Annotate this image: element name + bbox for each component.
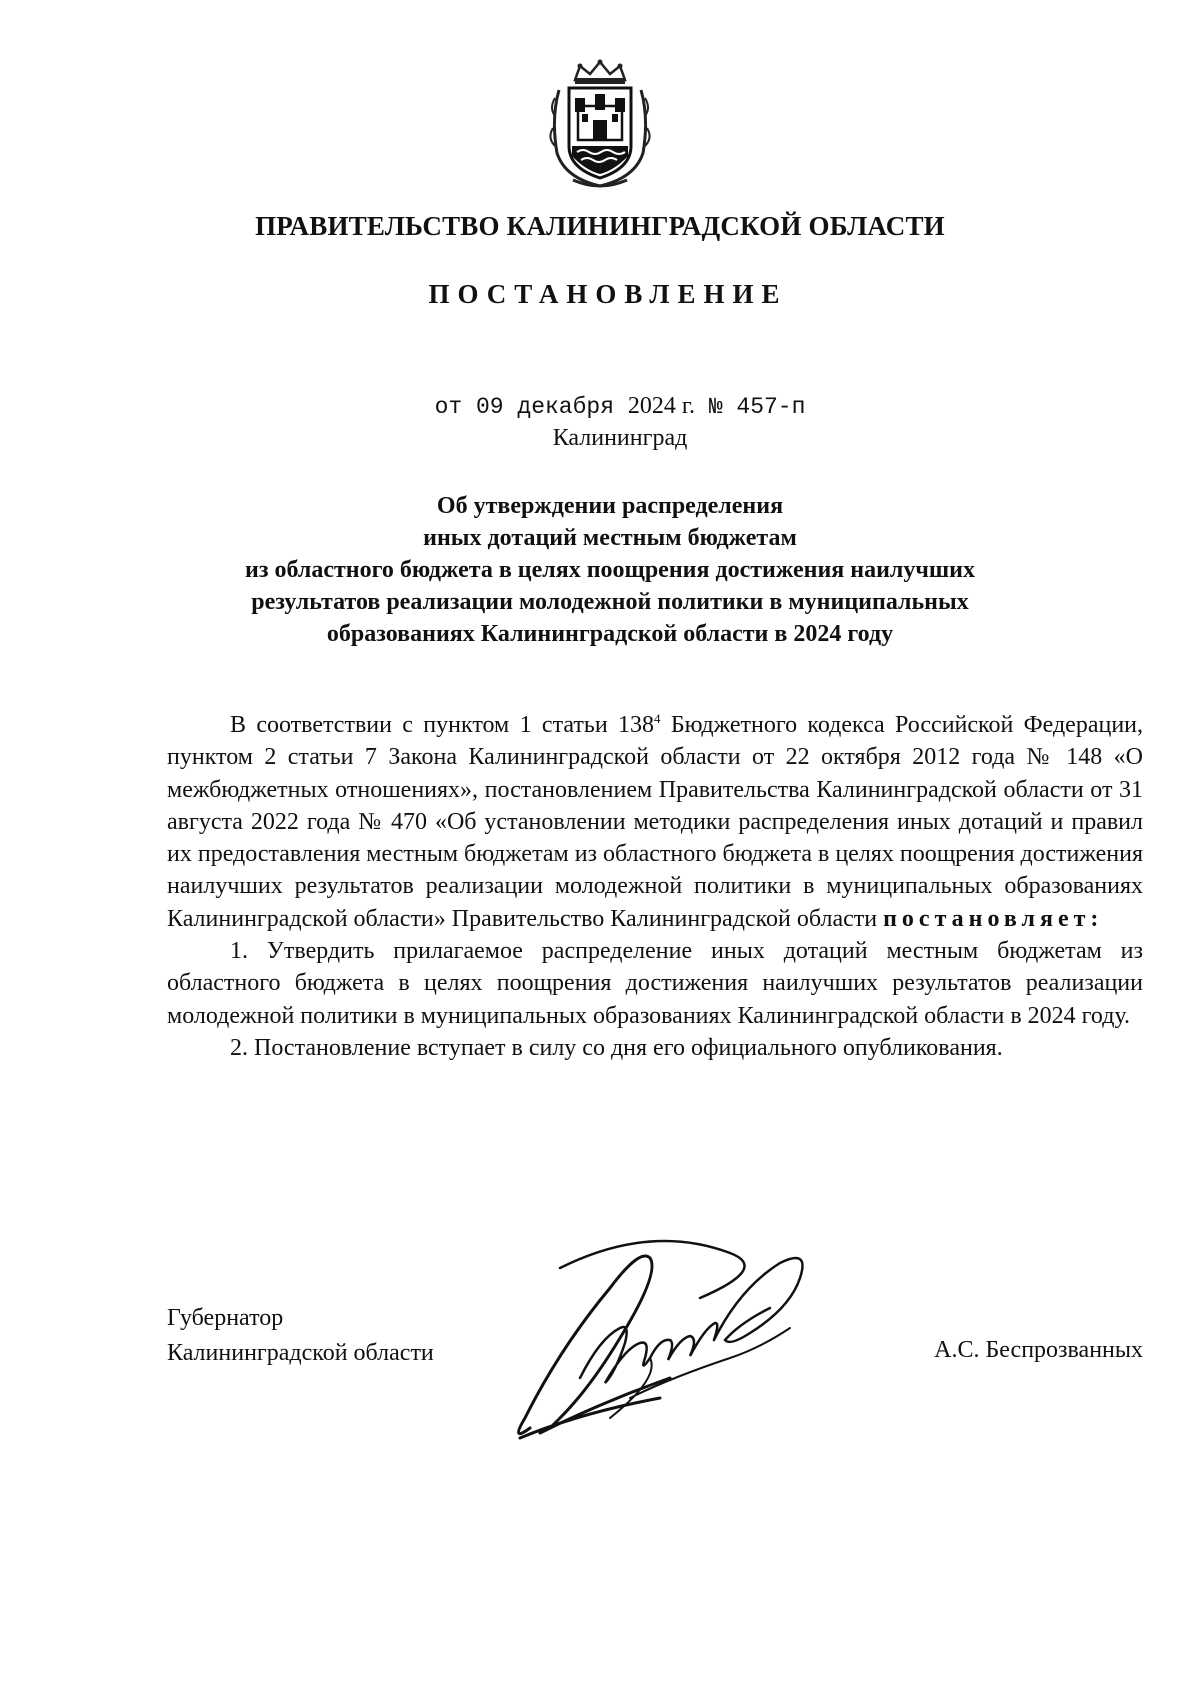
coat-of-arms-emblem (545, 58, 655, 188)
document-date-number (0, 393, 1200, 420)
document-city: Калининград (552, 425, 688, 451)
subject-line: образованиях Калининградской области в 2024 году (326, 621, 894, 647)
document-date: от 09 декабря (434, 394, 615, 420)
article-superscript: 4 (654, 711, 661, 726)
subject-line: иных дотаций местным бюджетам (423, 525, 797, 551)
document-number: № 457-п (708, 394, 806, 420)
resolves-word: постановляет: (883, 905, 1104, 932)
government-title: ПРАВИТЕЛЬСТВО КАЛИНИНГРАДСКОЙ ОБЛАСТИ (255, 211, 945, 241)
document-subject (150, 490, 1070, 650)
signatory-name: А.С. Беспрозванных (934, 1337, 1143, 1363)
document-type: ПОСТАНОВЛЕНИЕ (428, 279, 788, 309)
position-line-2: Калининградской области (167, 1340, 434, 1366)
subject-line: результатов реализации молодежной политики в муниципальных (251, 589, 969, 615)
preamble-text-b: Бюджетного кодекса Российской Федерации, пунктом 2 статьи 7 Закона Калининградской области от 22 октября 2012 года № 148 «О межбюджетных отношениях», постановлением Правительства Калининградской области от 31 августа 2022 года № 470 «Об установлении методики распределения иных дотаций и правил их предоставления местным бюджетам из областного бюджета в целях поощрения достижения наилучших результатов реализации молодежной политики в муниципальных образованиях Калининградской области» Правительство Калининградской области (167, 712, 1144, 932)
preamble-paragraph (167, 709, 1143, 935)
subject-line: из областного бюджета в целях поощрения достижения наилучших (245, 557, 975, 583)
item-2-paragraph: 2. Постановление вступает в силу со дня его официального опубликования. (230, 1034, 1003, 1061)
document-year: 2024 г. (627, 393, 695, 419)
preamble-text-a: В соответствии с пунктом 1 статьи 138 (230, 712, 655, 738)
item-1-paragraph: 1. Утвердить прилагаемое распределение иных дотаций местным бюджетам из областного бюджета в целях поощрения достижения наилучших результатов реализации молодежной политики в муниципальных образованиях Калининградской области в 2024 году. (167, 938, 1143, 1029)
document-body (167, 709, 1143, 1064)
position-line-1: Губернатор (167, 1305, 284, 1331)
subject-line: Об утверждении распределения (436, 493, 784, 519)
